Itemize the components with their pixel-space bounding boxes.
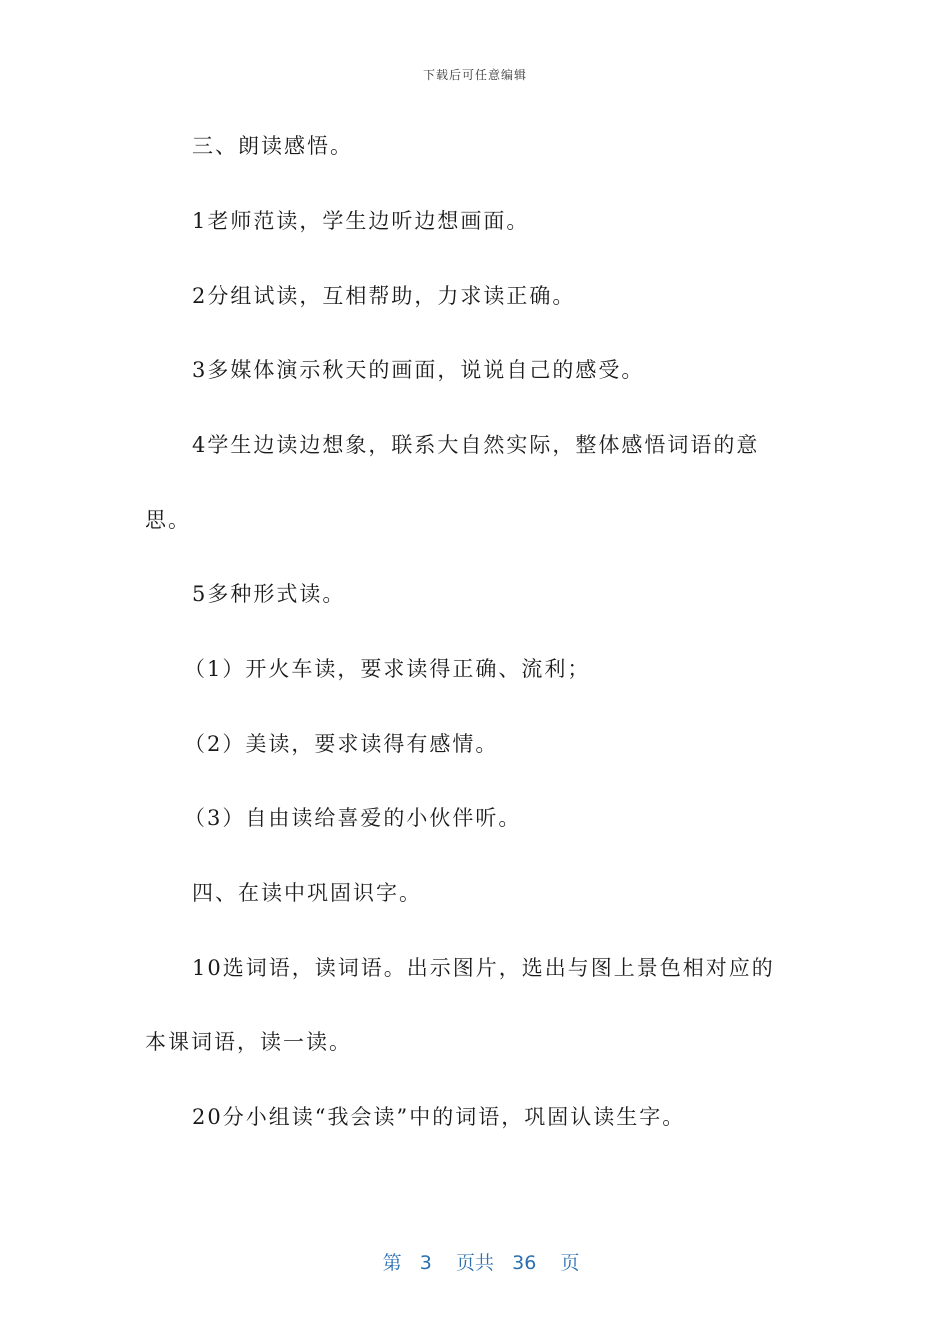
total-pages-number: 36 bbox=[512, 1252, 537, 1274]
paragraph-line: 20分小组读“我会读”中的词语，巩固认读生字。 bbox=[192, 1105, 686, 1129]
paragraph-line: （2）美读，要求读得有感情。 bbox=[184, 732, 499, 756]
paragraph-line: 5多种形式读。 bbox=[192, 582, 346, 606]
paragraph-line: 思。 bbox=[145, 508, 191, 532]
paragraph-line: （1）开火车读，要求读得正确、流利； bbox=[184, 657, 591, 681]
section-heading: 三、朗读感悟。 bbox=[192, 134, 353, 158]
footer-prefix: 第 bbox=[382, 1252, 402, 1274]
header-note: 下载后可任意编辑 bbox=[422, 68, 527, 82]
paragraph-line: 10选词语，读词语。出示图片，选出与图上景色相对应的 bbox=[192, 956, 775, 980]
footer-suffix: 页 bbox=[560, 1252, 580, 1274]
paragraph-line: 2分组试读，互相帮助，力求读正确。 bbox=[192, 284, 576, 308]
section-heading: 四、在读中巩固识字。 bbox=[192, 881, 422, 905]
paragraph-line: （3）自由读给喜爱的小伙伴听。 bbox=[184, 806, 522, 830]
paragraph-line: 1老师范读，学生边听边想画面。 bbox=[192, 209, 530, 233]
paragraph-line: 4学生边读边想象，联系大自然实际，整体感悟词语的意 bbox=[192, 433, 760, 457]
current-page-number: 3 bbox=[419, 1252, 432, 1274]
paragraph-line: 3多媒体演示秋天的画面，说说自己的感受。 bbox=[192, 358, 645, 382]
page-footer bbox=[0, 1226, 950, 1275]
paragraph-line: 本课词语，读一读。 bbox=[145, 1030, 352, 1054]
footer-middle: 页共 bbox=[455, 1252, 494, 1274]
